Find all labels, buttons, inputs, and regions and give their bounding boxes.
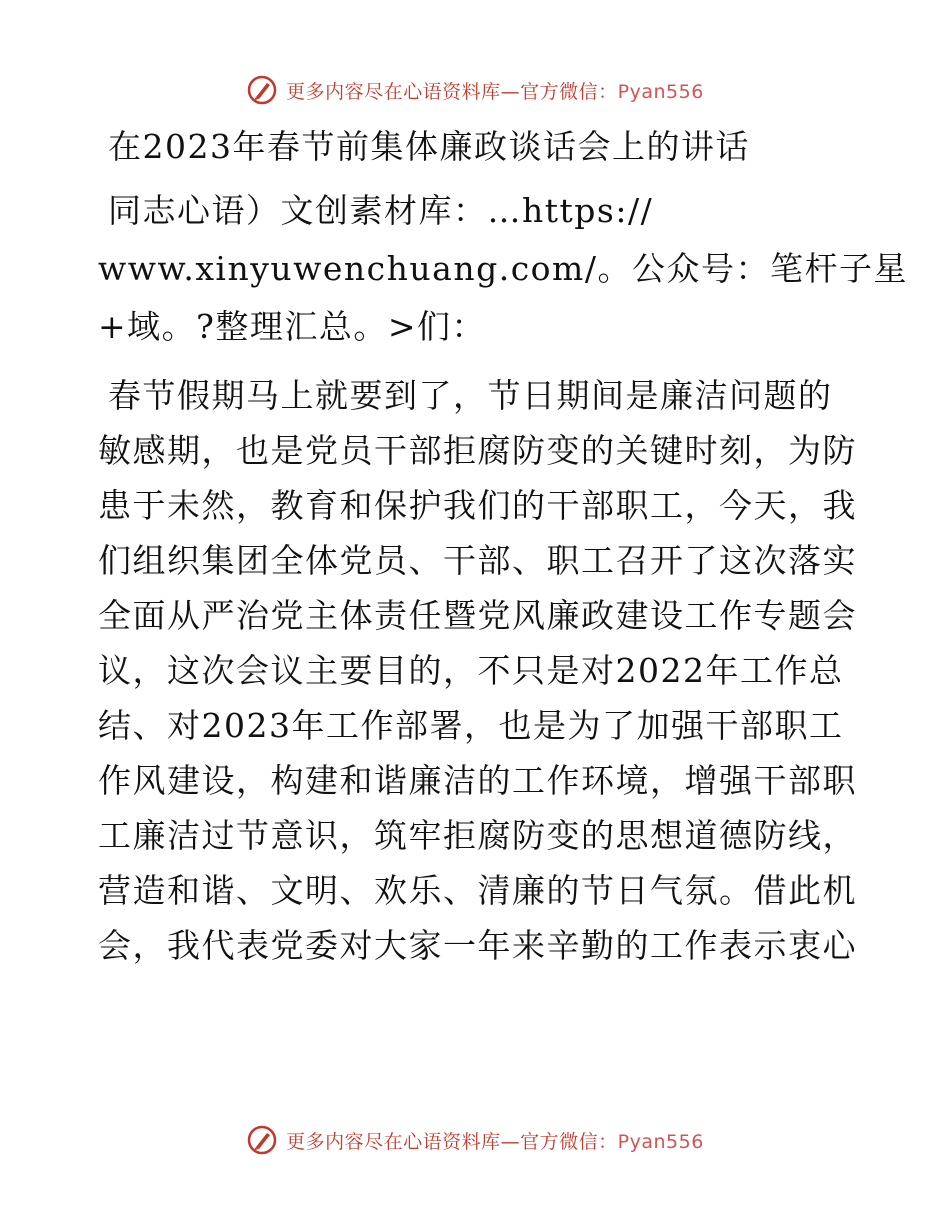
wechat-id: Pyan556 — [617, 80, 704, 103]
paragraph-line: 全面从严治党主体责任暨党风廉政建设工作专题会 — [98, 596, 857, 635]
quill-logo-icon — [246, 1124, 278, 1156]
watermark-text: 更多内容尽在心语资料库—官方微信：Pyan556 — [286, 80, 704, 103]
source-line: www.xinyuwenchuang.com/。公众号：笔杆子星 — [98, 249, 908, 288]
paragraph-line: 春节假期马上就要到了，节日期间是廉洁问题的 — [108, 376, 833, 415]
footer-watermark — [0, 1120, 950, 1160]
paragraph-line: 作风建设，构建和谐廉洁的工作环境，增强干部职 — [98, 761, 857, 800]
paragraph-line: 结、对2023年工作部署，也是为了加强干部职工 — [98, 706, 844, 745]
quill-logo-icon — [246, 74, 278, 106]
paragraph-line: 们组织集团全体党员、干部、职工召开了这次落实 — [98, 541, 857, 580]
paragraph-line: 工廉洁过节意识，筑牢拒腐防变的思想道德防线， — [98, 816, 857, 855]
paragraph-line: 敏感期，也是党员干部拒腐防变的关键时刻，为防 — [98, 431, 857, 470]
watermark-text: 更多内容尽在心语资料库—官方微信：Pyan556 — [286, 1130, 704, 1153]
document-body — [98, 124, 908, 973]
header-watermark — [0, 70, 950, 110]
document-title: 在2023年春节前集体廉政谈话会上的讲话 — [108, 127, 750, 166]
paragraph-line: 营造和谐、文明、欢乐、清廉的节日气氛。借此机 — [98, 871, 857, 910]
wechat-id: Pyan556 — [617, 1130, 704, 1153]
source-line: 同志心语）文创素材库：…https:// — [108, 191, 654, 230]
source-line: +域。?整理汇总。>们： — [98, 307, 486, 346]
paragraph-line: 会，我代表党委对大家一年来辛勤的工作表示衷心 — [98, 926, 857, 965]
paragraph-line: 议，这次会议主要目的，不只是对2022年工作总 — [98, 651, 844, 690]
paragraph-line: 患于未然，教育和保护我们的干部职工，今天，我 — [98, 486, 857, 525]
